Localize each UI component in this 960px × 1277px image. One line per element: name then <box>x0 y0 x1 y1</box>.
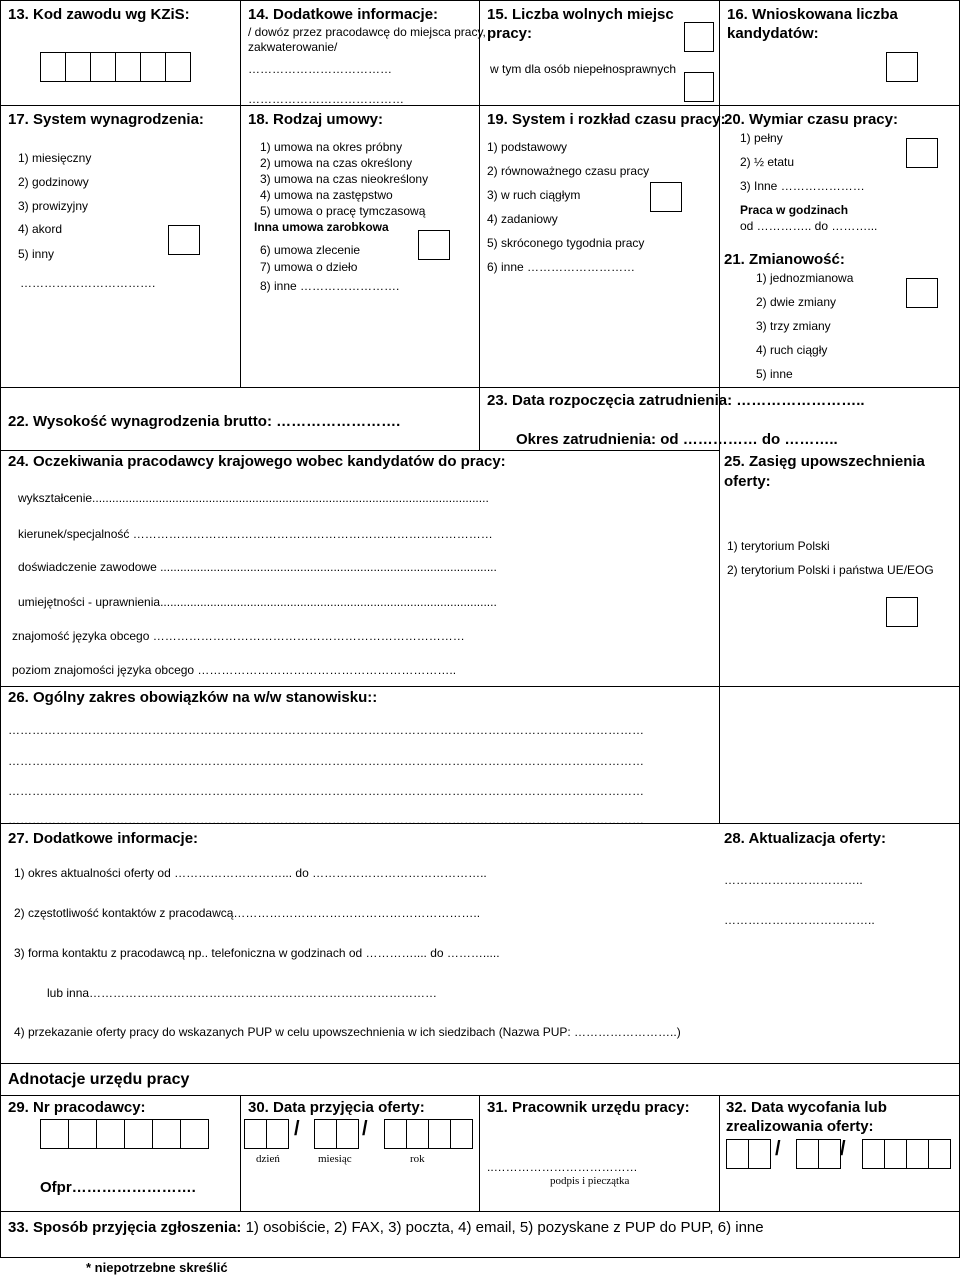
s23-period[interactable]: Okres zatrudnienia: od …………… do ……….. <box>516 431 838 448</box>
s22-title[interactable]: 22. Wysokość wynagrodzenia brutto: ……………………. <box>8 413 401 430</box>
row-divider-2 <box>0 387 960 388</box>
s27-title: 27. Dodatkowe informacje: <box>8 830 199 847</box>
s24-row-1[interactable]: wykształcenie....................................................................................................................... <box>18 491 489 505</box>
s33-text: 1) osobiście, 2) FAX, 3) poczta, 4) email, 5) pozyskane z PUP do PUP, 6) inne <box>241 1219 764 1236</box>
s32-title-1: 32. Data wycofania lub <box>726 1099 887 1116</box>
s15-title-1: 15. Liczba wolnych miejsc <box>487 6 674 23</box>
s24-row-4[interactable]: umiejętności - uprawnienia..................................................................................................... <box>18 595 497 609</box>
col-divider-c2 <box>719 1095 720 1211</box>
s13-title: 13. Kod zawodu wg KZiS: <box>8 6 190 23</box>
s29-ofpr[interactable]: Ofpr……………………. <box>40 1179 196 1196</box>
s17-item-3: 3) prowizyjny <box>18 199 89 213</box>
s27-row-3b[interactable]: lub inna…………………………………………………………………………… <box>47 986 438 1000</box>
s21-item-1: 1) jednozmianowa <box>756 271 854 285</box>
col-divider-b <box>479 0 480 450</box>
s14-dots2[interactable]: ………………………………… <box>248 92 404 106</box>
s21-item-5: 5) inne <box>756 367 793 381</box>
s31-title: 31. Pracownik urzędu pracy: <box>487 1099 690 1116</box>
top-border <box>0 0 960 1</box>
row-divider-1 <box>0 105 960 106</box>
s19-item-3: 3) w ruch ciągłym <box>487 188 581 202</box>
s27-row-2[interactable]: 2) częstotliwość kontaktów z pracodawcą…………………………………………………….. <box>14 906 481 920</box>
salary-system-box[interactable] <box>168 225 200 255</box>
s19-item-5: 5) skróconego tygodnia pracy <box>487 236 645 250</box>
s25-item-2: 2) terytorium Polski i państwa UE/EOG <box>727 563 934 577</box>
s19-item-2: 2) równoważnego czasu pracy <box>487 164 650 178</box>
col-divider-a2 <box>240 1095 241 1211</box>
reach-box[interactable] <box>886 597 918 627</box>
s26-line-3[interactable]: …………………………………………………………………………………………………………………………………………… <box>8 784 644 798</box>
s30-slash-2: / <box>362 1118 368 1140</box>
s21-item-3: 3) trzy zmiany <box>756 319 831 333</box>
s18-item-7: 7) umowa o dzieło <box>260 260 358 274</box>
s18-item-6: 6) umowa zlecenie <box>260 243 361 257</box>
s20-title: 20. Wymiar czasu pracy: <box>724 111 898 128</box>
s32-slash-2: / <box>840 1138 846 1160</box>
row-divider-6 <box>0 1063 960 1064</box>
s21-title: 21. Zmianowość: <box>724 251 845 268</box>
s24-row-3[interactable]: doświadczenie zawodowe ..................................................................................................... <box>18 560 497 574</box>
row-divider-4 <box>0 686 960 687</box>
s30-year: rok <box>410 1153 425 1165</box>
s28-title: 28. Aktualizacja oferty: <box>724 830 887 847</box>
s26-line-2[interactable]: …………………………………………………………………………………………………………………………………………… <box>8 754 644 768</box>
row-divider-7 <box>0 1095 960 1096</box>
s31-sign: podpis i pieczątka <box>550 1175 630 1187</box>
s19-item-4: 4) zadaniowy <box>487 212 558 226</box>
s19-item-1: 1) podstawowy <box>487 140 568 154</box>
s24-row-5[interactable]: znajomość języka obcego …………………………………………………………………… <box>12 629 465 643</box>
left-border <box>0 0 1 1257</box>
s27-row-3[interactable]: 3) forma kontaktu z pracodawcą np.. telefoniczna w godzinach od ………….... do ………..... <box>14 946 500 960</box>
col-divider-b2 <box>479 1095 480 1211</box>
s23-title[interactable]: 23. Data rozpoczęcia zatrudnienia: …………………….. <box>487 392 865 409</box>
s24-row-6[interactable]: poziom znajomości języka obcego ……………………………………………………….. <box>12 663 457 677</box>
s17-item-5: 5) inny <box>18 247 55 261</box>
s14-dots1[interactable]: ……………………………… <box>248 62 392 76</box>
s17-dots[interactable]: ……………………………. <box>20 276 156 290</box>
s21-item-2: 2) dwie zmiany <box>756 295 837 309</box>
s25-item-1: 1) terytorium Polski <box>727 539 830 553</box>
s17-title: 17. System wynagrodzenia: <box>8 111 204 128</box>
work-time-system-box[interactable] <box>650 182 682 212</box>
bottom-border <box>0 1257 960 1258</box>
s20-hours-head: Praca w godzinach <box>740 203 849 217</box>
s20-item-1: 1) pełny <box>740 131 783 145</box>
s21-item-4: 4) ruch ciągły <box>756 343 828 357</box>
s30-day: dzień <box>256 1153 280 1165</box>
s27-row-4[interactable]: 4) przekazanie oferty pracy do wskazanych PUP w celu upowszechnienia w ich siedzibach (Nazwa PUP: ……………………..) <box>14 1025 681 1039</box>
s30-title: 30. Data przyjęcia oferty: <box>248 1099 425 1116</box>
s31-dots[interactable]: ..……………………………… <box>487 1160 638 1174</box>
s18-item-3: 3) umowa na czas nieokreślony <box>260 172 429 186</box>
s17-item-2: 2) godzinowy <box>18 175 89 189</box>
s18-item-5: 5) umowa o pracę tymczasową <box>260 204 426 218</box>
s27-row-1[interactable]: 1) okres aktualności oferty od ………………………... do …………………………………….. <box>14 866 487 880</box>
s33-row <box>8 1219 764 1236</box>
s18-item-1: 1) umowa na okres próbny <box>260 140 403 154</box>
s32-slash-1: / <box>775 1138 781 1160</box>
shifts-box[interactable] <box>906 278 938 308</box>
footer-note: * niepotrzebne skreślić <box>86 1260 228 1275</box>
s28-dots-2[interactable]: ……………………………….. <box>724 913 875 927</box>
s14-sub1: / dowóz przez pracodawcę do miejsca pracy, <box>248 25 486 39</box>
s15-sub: w tym dla osób niepełnosprawnych <box>490 62 677 76</box>
s20-item-3: 3) Inne ………………… <box>740 179 865 193</box>
s24-title: 24. Oczekiwania pracodawcy krajowego wobec kandydatów do pracy: <box>8 453 506 470</box>
s30-month: miesiąc <box>318 1153 352 1165</box>
s15-title-2: pracy: <box>487 25 533 42</box>
s16-title-2: kandydatów: <box>727 25 819 42</box>
s18-item-4: 4) umowa na zastępstwo <box>260 188 393 202</box>
s25-title-2: oferty: <box>724 473 771 490</box>
s24-row-2[interactable]: kierunek/specjalność ……………………………………………………………………………… <box>18 527 493 541</box>
s28-dots-1[interactable]: …………………………….. <box>724 873 863 887</box>
s20-item-2: 2) ½ etatu <box>740 155 795 169</box>
s20-hours[interactable]: od ………….. do ………... <box>740 219 878 233</box>
contract-type-box[interactable] <box>418 230 450 260</box>
vacancies-box[interactable] <box>684 22 714 52</box>
s26-title: 26. Ogólny zakres obowiązków na w/w stanowisku:: <box>8 689 378 706</box>
s18-other-head: Inna umowa zarobkowa <box>254 220 389 234</box>
col-divider-a <box>240 0 241 387</box>
s17-item-1: 1) miesięczny <box>18 151 92 165</box>
work-time-dimension-box[interactable] <box>906 138 938 168</box>
s19-title: 19. System i rozkład czasu pracy: <box>487 111 726 128</box>
row-divider-8 <box>0 1211 960 1212</box>
s17-item-4: 4) akord <box>18 222 63 236</box>
candidates-box[interactable] <box>886 52 918 82</box>
s18-item-8: 8) inne ……………………. <box>260 279 400 293</box>
s26-line-4[interactable]: …………………………………………………………………………………………………………………………………………… <box>8 813 644 827</box>
s26-line-1[interactable]: …………………………………………………………………………………………………………………………………………… <box>8 723 644 737</box>
row-divider-3 <box>0 450 720 451</box>
s29-title: 29. Nr pracodawcy: <box>8 1099 146 1116</box>
s25-title-1: 25. Zasięg upowszechnienia <box>724 453 925 470</box>
s14-sub2: zakwaterowanie/ <box>248 40 338 54</box>
adnot-title: Adnotacje urzędu pracy <box>8 1071 190 1088</box>
s14-title: 14. Dodatkowe informacje: <box>248 6 439 23</box>
s18-title: 18. Rodzaj umowy: <box>248 111 384 128</box>
s19-item-6: 6) inne ……………………… <box>487 260 636 274</box>
s18-item-2: 2) umowa na czas określony <box>260 156 413 170</box>
s16-title-1: 16. Wnioskowana liczba <box>727 6 898 23</box>
s32-title-2: zrealizowania oferty: <box>726 1118 874 1135</box>
s30-slash-1: / <box>294 1118 300 1140</box>
s33-label: 33. Sposób przyjęcia zgłoszenia: <box>8 1219 242 1236</box>
vacancies-disabled-box[interactable] <box>684 72 714 102</box>
